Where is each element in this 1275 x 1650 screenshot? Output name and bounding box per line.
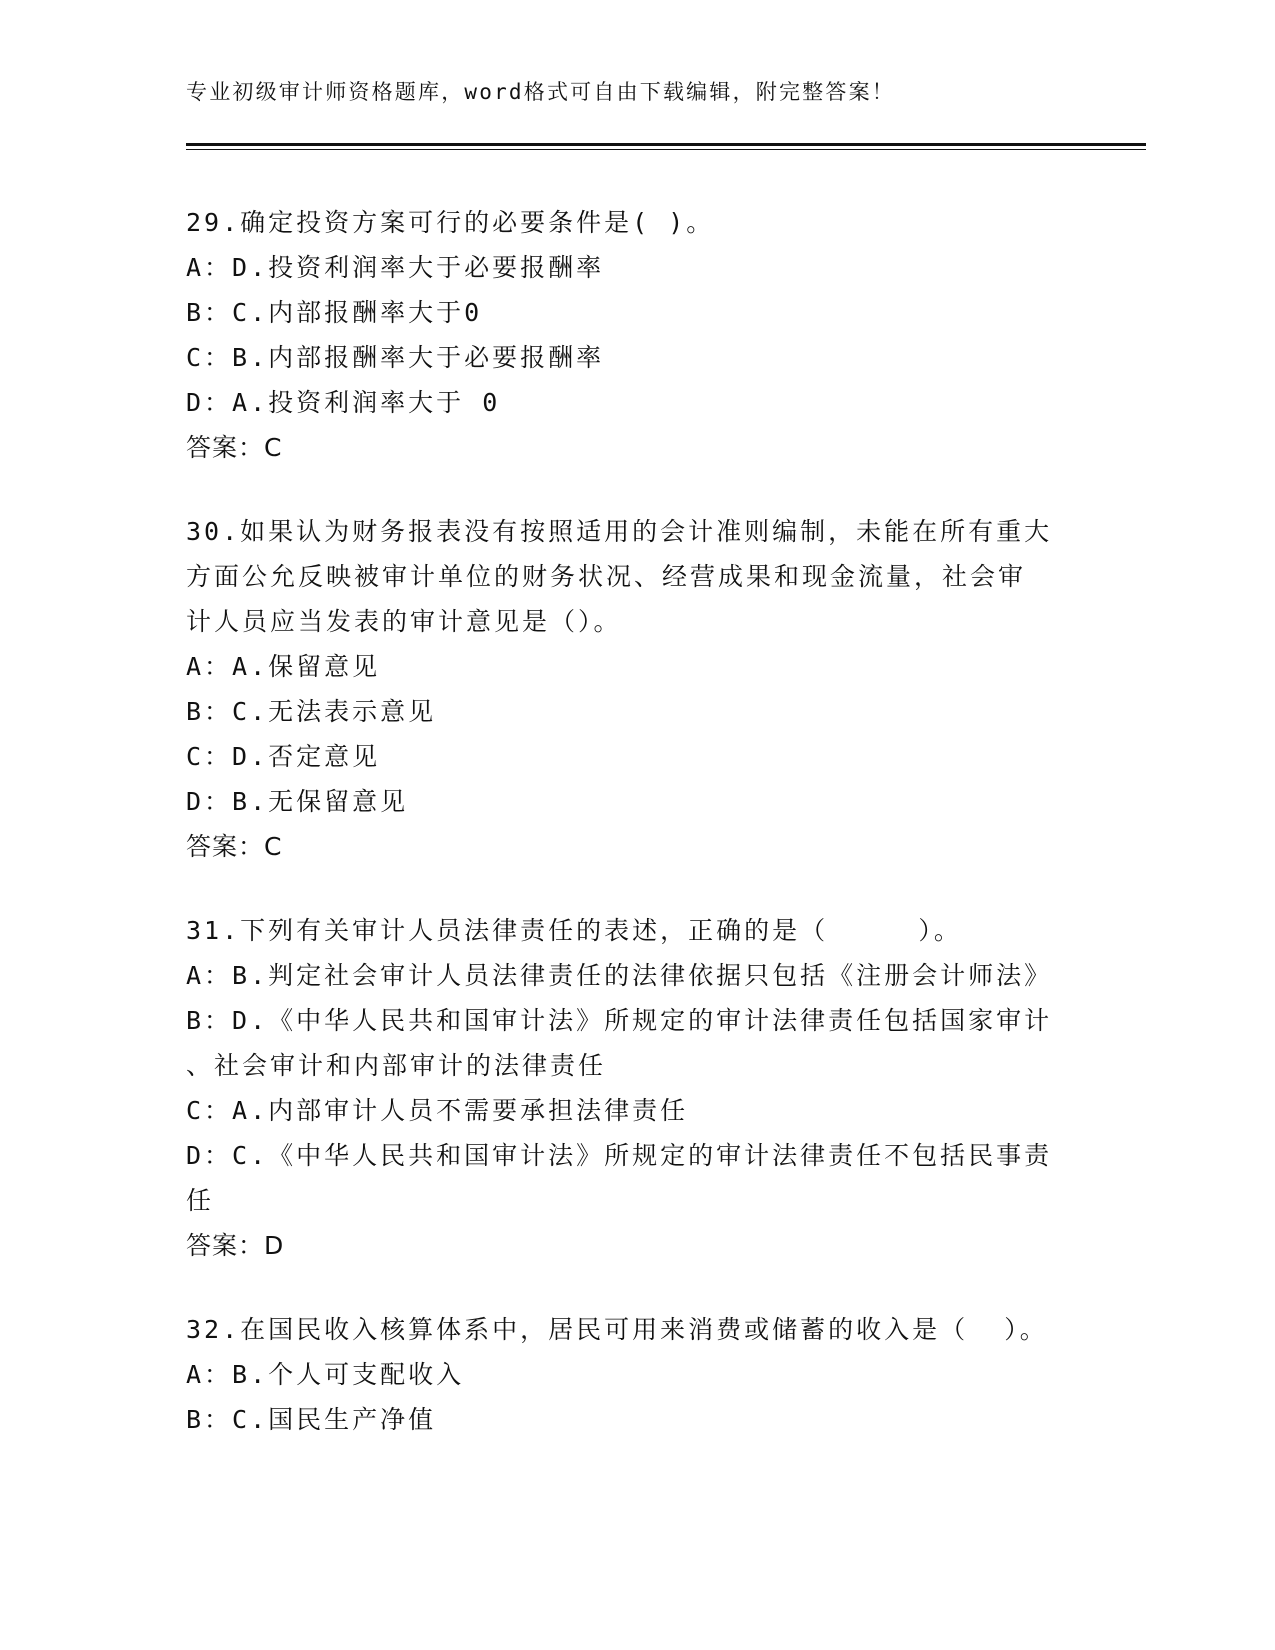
- option-a: A：B.判定社会审计人员法律责任的法律依据只包括《注册会计师法》: [186, 961, 1053, 990]
- question-31: [186, 908, 1066, 1268]
- question-30: [186, 509, 1066, 869]
- option-b: B：C.无法表示意见: [186, 697, 437, 726]
- question-list: [186, 200, 1066, 1481]
- option-b: B：C.内部报酬率大于0: [186, 298, 483, 327]
- option-b: B：D.《中华人民共和国审计法》所规定的审计法律责任包括国家审计: [186, 1006, 1053, 1035]
- question-32: [186, 1307, 1066, 1442]
- answer-label: 答案：C: [186, 433, 283, 462]
- option-c: C：D.否定意见: [186, 742, 381, 771]
- option-c: C：A.内部审计人员不需要承担法律责任: [186, 1096, 689, 1125]
- option-b: B：C.国民生产净值: [186, 1405, 437, 1434]
- option-c: C：B.内部报酬率大于必要报酬率: [186, 343, 605, 372]
- header-divider: [186, 143, 1146, 150]
- question-stem: 29.确定投资方案可行的必要条件是( )。: [186, 208, 715, 237]
- answer-label: 答案：D: [186, 1231, 285, 1260]
- option-a: A：A.保留意见: [186, 652, 381, 681]
- option-d: D：C.《中华人民共和国审计法》所规定的审计法律责任不包括民事责: [186, 1141, 1053, 1170]
- question-stem: 31.下列有关审计人员法律责任的表述，正确的是（ ）。: [186, 916, 962, 945]
- question-stem: 计人员应当发表的审计意见是（）。: [186, 607, 622, 636]
- question-stem: 32.在国民收入核算体系中，居民可用来消费或储蓄的收入是（ ）。: [186, 1315, 1048, 1344]
- option-a: A：B.个人可支配收入: [186, 1360, 465, 1389]
- page-header-text: 专业初级审计师资格题库，word格式可自由下载编辑，附完整答案！: [186, 80, 895, 104]
- answer-label: 答案：C: [186, 832, 283, 861]
- option-b-continued: 、社会审计和内部审计的法律责任: [186, 1051, 607, 1080]
- option-a: A：D.投资利润率大于必要报酬率: [186, 253, 605, 282]
- question-stem: 30.如果认为财务报表没有按照适用的会计准则编制，未能在所有重大: [186, 517, 1053, 546]
- question-stem: 方面公允反映被审计单位的财务状况、经营成果和现金流量，社会审: [186, 562, 1027, 591]
- question-29: [186, 200, 1066, 470]
- option-d: D：A.投资利润率大于 0: [186, 388, 501, 417]
- option-d: D：B.无保留意见: [186, 787, 409, 816]
- option-d-continued: 任: [186, 1186, 215, 1215]
